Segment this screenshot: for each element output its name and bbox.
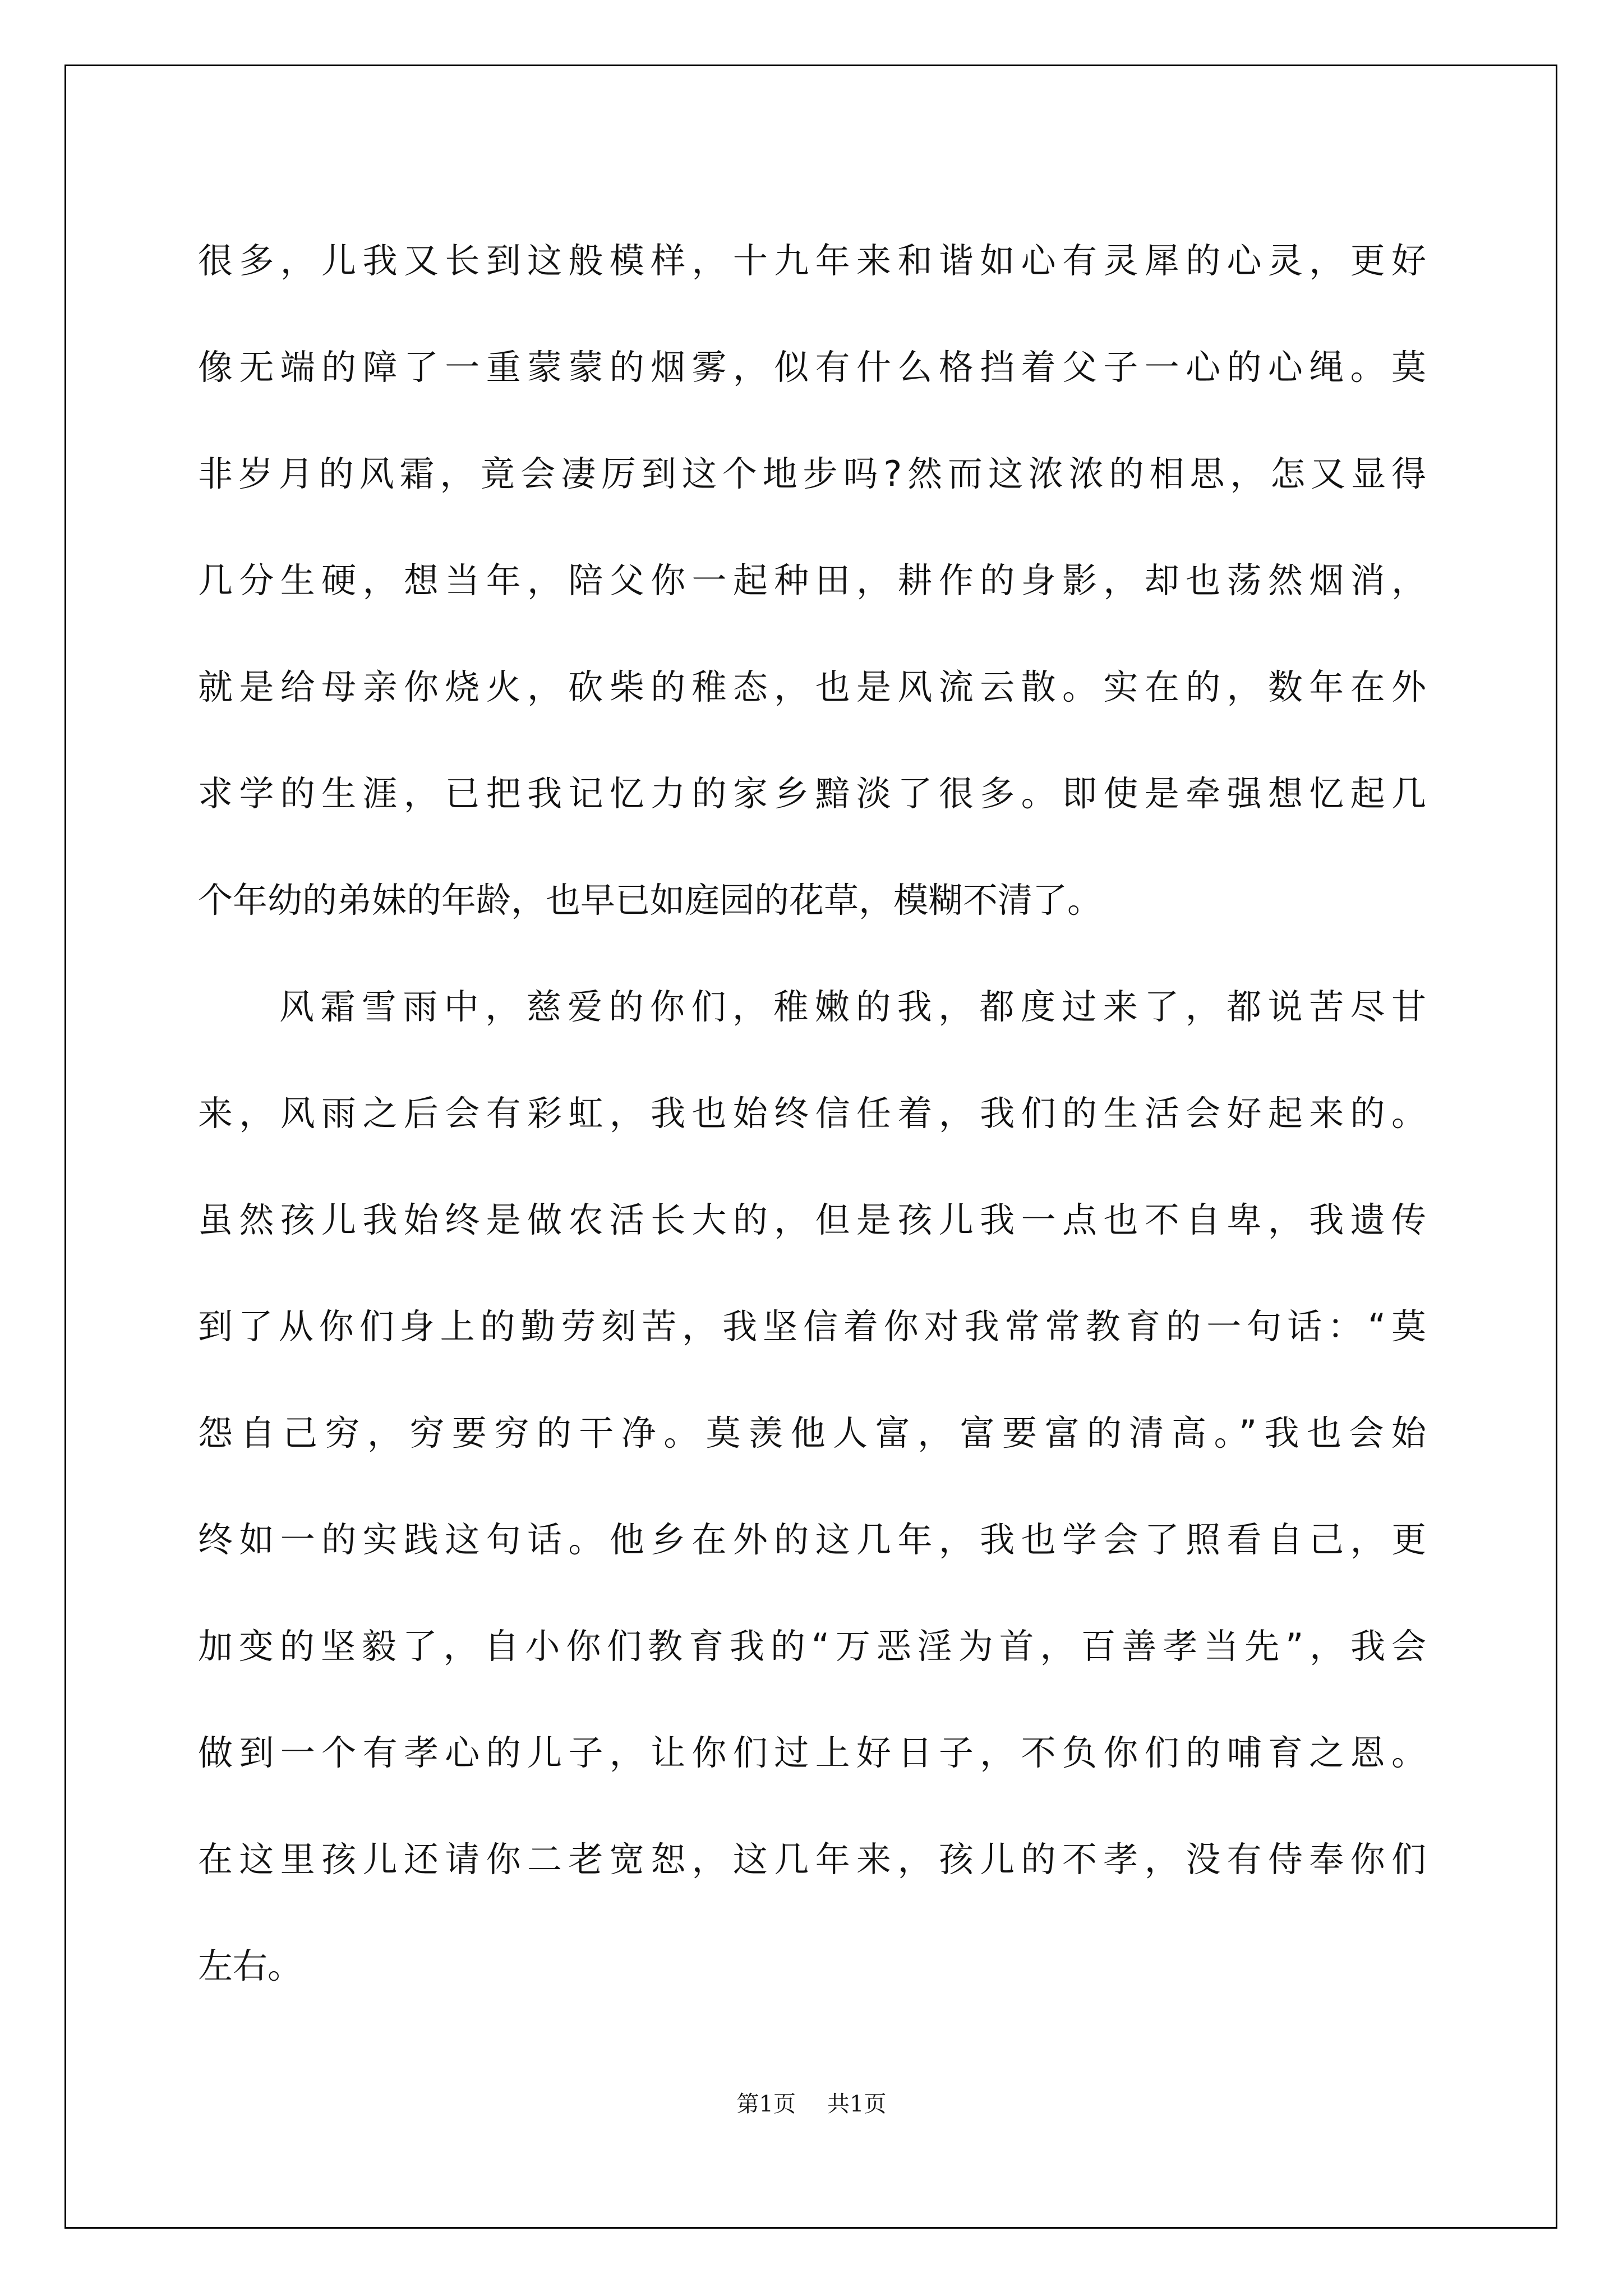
text-line: 到了从你们身上的勤劳刻苦，我坚信着你对我常常教育的一句话：“莫 [198, 1306, 1426, 1347]
text-line: 很多，儿我又长到这般模样，十九年来和谐如心有灵犀的心灵，更好 [198, 240, 1426, 281]
text-line: 几分生硬，想当年，陪父你一起种田，耕作的身影，却也荡然烟消， [198, 560, 1426, 601]
text-line: 像无端的障了一重蒙蒙的烟雾，似有什么格挡着父子一心的心绳。莫 [198, 347, 1426, 388]
page-footer [0, 2087, 1623, 2121]
text-line: 加变的坚毅了，自小你们教育我的“万恶淫为首，百善孝当先”，我会 [198, 1626, 1426, 1667]
page-number: 第1页 [736, 2091, 796, 2117]
text-line: 个年幼的弟妹的年龄，也早已如庭园的花草，模糊不清了。 [198, 880, 1103, 921]
text-line: 虽然孩儿我始终是做农活长大的，但是孩儿我一点也不自卑，我遗传 [198, 1199, 1426, 1240]
paragraph-1 [198, 208, 1426, 954]
text-line: 就是给母亲你烧火，砍柴的稚态，也是风流云散。实在的，数年在外 [198, 666, 1426, 707]
text-line: 来，风雨之后会有彩虹，我也始终信任着，我们的生活会好起来的。 [198, 1093, 1426, 1134]
text-line: 左右。 [198, 1945, 303, 1986]
text-line: 怨自己穷，穷要穷的干净。莫羡他人富，富要富的清高。”我也会始 [198, 1412, 1426, 1453]
text-line: 求学的生涯，已把我记忆力的家乡黯淡了很多。即使是牵强想忆起几 [198, 773, 1426, 814]
text-line: 终如一的实践这句话。他乡在外的这几年，我也学会了照看自己，更 [198, 1519, 1426, 1560]
text-line: 风霜雪雨中，慈爱的你们，稚嫩的我，都度过来了，都说苦尽甘 [279, 986, 1426, 1027]
document-body [198, 208, 1426, 2019]
page-total: 共1页 [827, 2091, 887, 2117]
text-line: 做到一个有孝心的儿子，让你们过上好日子，不负你们的哺育之恩。 [198, 1732, 1426, 1773]
text-line: 非岁月的风霜，竟会凄厉到这个地步吗?然而这浓浓的相思，怎又显得 [198, 453, 1426, 494]
text-line: 在这里孩儿还请你二老宽恕，这几年来，孩儿的不孝，没有侍奉你们 [198, 1839, 1426, 1880]
paragraph-2 [198, 954, 1426, 2019]
